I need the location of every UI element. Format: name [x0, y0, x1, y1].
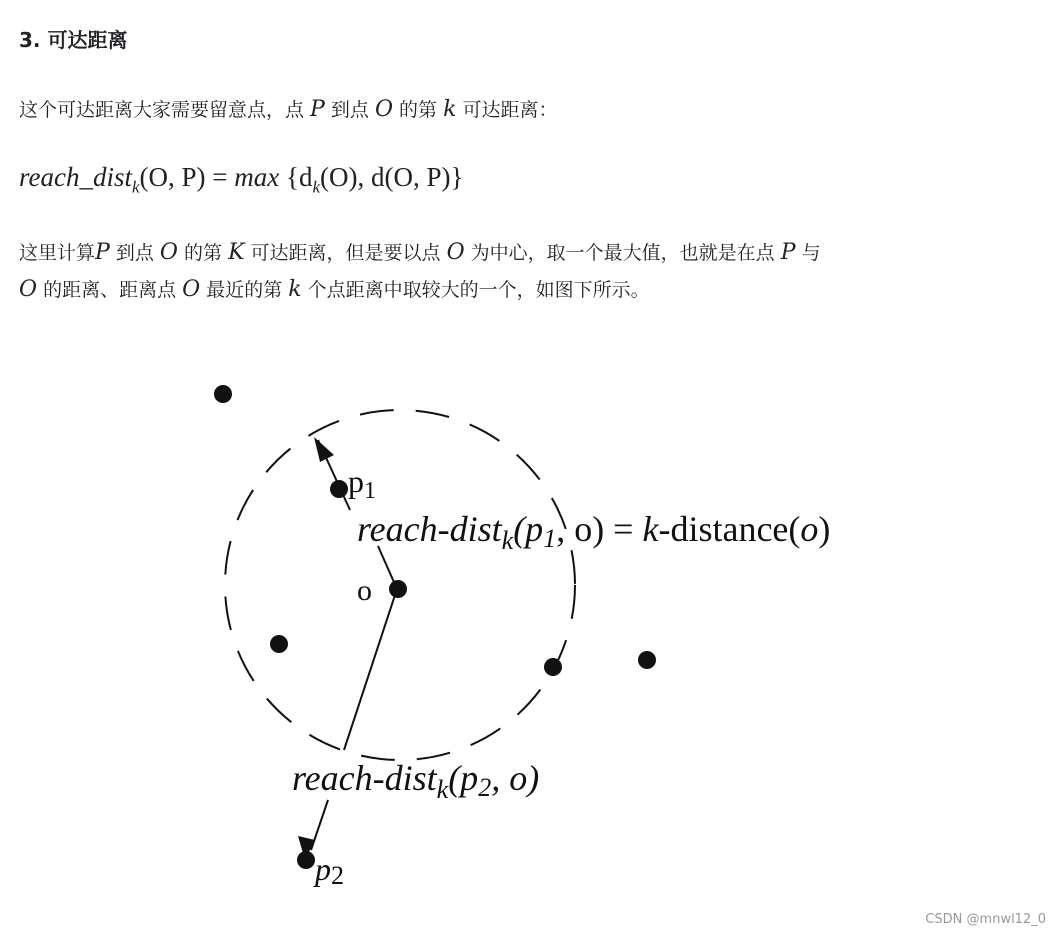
formula-args: (O, P) — [139, 162, 206, 192]
label-p1: p1 — [348, 463, 376, 504]
math-o: O — [159, 240, 178, 265]
text: 最近的第 — [200, 279, 289, 301]
point-p2 — [297, 851, 315, 869]
text: 到点 — [324, 99, 375, 121]
text: 这里计算 — [19, 242, 96, 264]
formula-rhs-sub: k — [312, 177, 321, 197]
math-o: O — [19, 277, 38, 302]
text: 个点距离中取较大的一个，如图下所示。 — [301, 279, 650, 301]
point — [270, 635, 288, 653]
formula-max: max — [234, 162, 280, 192]
formula-lhs: reach_dist — [19, 162, 132, 192]
math-o: O — [182, 277, 201, 302]
line-p2-upper — [344, 589, 397, 750]
math-k: k — [443, 97, 457, 122]
text: 的第 — [177, 242, 229, 264]
formula-eq: = — [205, 162, 235, 192]
text: 的第 — [393, 99, 444, 121]
formula-rhs: {d — [279, 162, 313, 192]
reach-dist-p1-label: reach-dist$_k$(p1, o) = k-distance(o) — [357, 509, 831, 555]
math-p: P — [310, 97, 325, 122]
point — [214, 385, 232, 403]
formula-sub: k — [131, 177, 140, 197]
point — [544, 658, 562, 676]
arrowhead-p1 — [314, 437, 334, 462]
reach-dist-p2-label: reach-dist$_k$(p2, o) — [292, 758, 540, 804]
point-o — [389, 580, 407, 598]
text: 可达距离： — [456, 99, 558, 121]
label-o: o — [357, 574, 372, 607]
math-p: P — [95, 240, 110, 265]
math-o: O — [374, 97, 393, 122]
text: 为中心，取一个最大值，也就是在点 — [464, 242, 781, 264]
watermark: CSDN @mnwl12_0 — [925, 912, 1046, 927]
formula-rhs-rest: (O), d(O, P)} — [320, 162, 464, 192]
math-k: K — [228, 240, 245, 265]
text: 这个可达距离大家需要留意点，点 — [19, 99, 311, 121]
text: 可达距离，但是要以点 — [244, 242, 447, 264]
math-k: k — [288, 277, 302, 302]
math-o: O — [446, 240, 465, 265]
text: 与 — [795, 242, 821, 264]
text: 的距离、距离点 — [37, 279, 183, 301]
label-p2: p2 — [315, 851, 344, 890]
section-heading: 3. 可达距离 — [19, 28, 128, 52]
text: 到点 — [109, 242, 160, 264]
point — [638, 651, 656, 669]
point-p1 — [330, 480, 348, 498]
math-p: P — [780, 240, 796, 265]
